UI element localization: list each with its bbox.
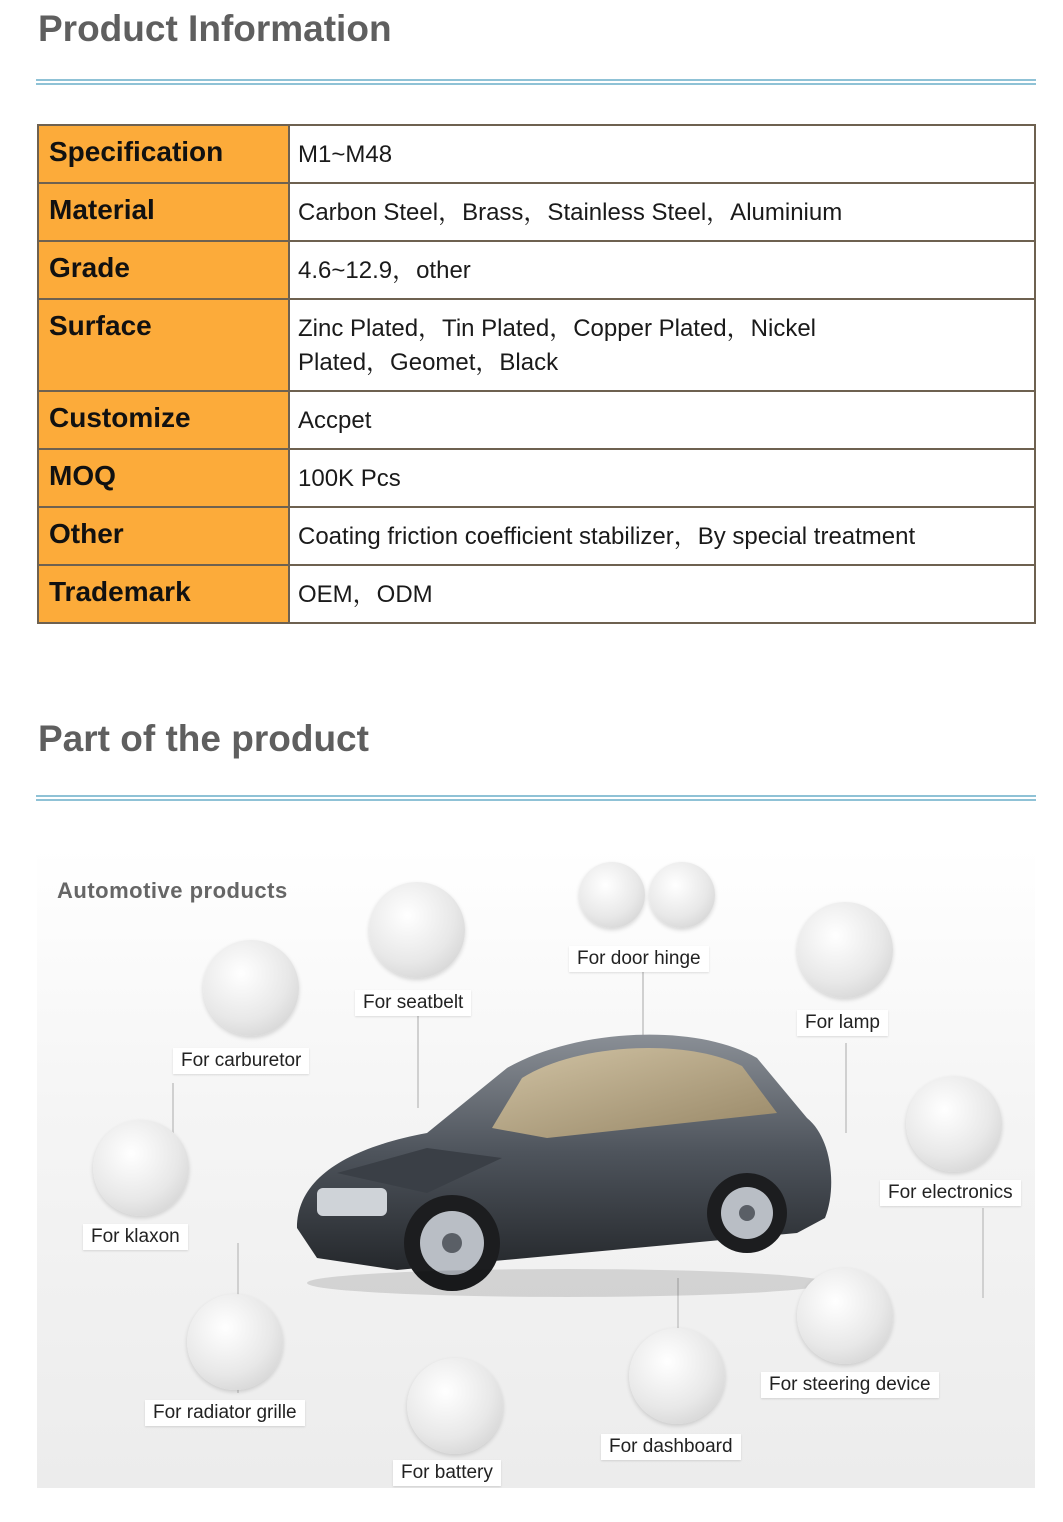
carburetor-icon bbox=[203, 940, 299, 1036]
item-label: For electronics bbox=[880, 1180, 1021, 1206]
battery-icon bbox=[407, 1358, 503, 1454]
table-row bbox=[38, 391, 1035, 449]
electronics-icon bbox=[906, 1076, 1002, 1172]
spec-key: Specification bbox=[38, 125, 289, 183]
item-label: For dashboard bbox=[601, 1434, 741, 1460]
title-divider bbox=[36, 795, 1036, 801]
product-information-title: Product Information bbox=[38, 8, 392, 49]
leader-line bbox=[982, 1208, 984, 1298]
item-label: For door hinge bbox=[569, 946, 709, 972]
item-label: For klaxon bbox=[83, 1224, 188, 1250]
spec-key: Material bbox=[38, 183, 289, 241]
item-label: For lamp bbox=[797, 1010, 888, 1036]
table-row bbox=[38, 507, 1035, 565]
table-row bbox=[38, 449, 1035, 507]
spec-key: Other bbox=[38, 507, 289, 565]
lamp-icon bbox=[797, 902, 893, 998]
spec-key: Surface bbox=[38, 299, 289, 391]
item-label: For carburetor bbox=[173, 1048, 309, 1074]
spec-value: 4.6~12.9，other bbox=[289, 241, 1035, 299]
spec-key: MOQ bbox=[38, 449, 289, 507]
dashboard-icon bbox=[629, 1328, 725, 1424]
item-label: For radiator grille bbox=[145, 1400, 305, 1426]
table-row bbox=[38, 125, 1035, 183]
seatbelt-icon bbox=[369, 882, 465, 978]
part-of-product-title: Part of the product bbox=[38, 718, 369, 759]
spec-value: Coating friction coefficient stabilizer，By special treatment bbox=[289, 507, 1035, 565]
figure-title: Automotive products bbox=[57, 878, 288, 903]
spec-value: Accpet bbox=[289, 391, 1035, 449]
table-row bbox=[38, 565, 1035, 623]
item-label: For seatbelt bbox=[355, 990, 471, 1016]
leader-line bbox=[845, 1043, 847, 1133]
table-row bbox=[38, 241, 1035, 299]
table-row bbox=[38, 183, 1035, 241]
klaxon-icon bbox=[93, 1120, 189, 1216]
steering-device-icon bbox=[797, 1268, 893, 1364]
automotive-products-figure bbox=[37, 848, 1035, 1488]
item-label: For battery bbox=[393, 1460, 501, 1486]
car-illustration bbox=[277, 1008, 837, 1308]
spec-table bbox=[37, 124, 1036, 624]
spec-value: M1~M48 bbox=[289, 125, 1035, 183]
spec-value: Zinc Plated，Tin Plated，Copper Plated，Nickel Plated，Geomet，Black bbox=[289, 299, 1035, 391]
title-divider bbox=[36, 79, 1036, 85]
radiator-grille-icon bbox=[187, 1294, 283, 1390]
door-hinge-icon bbox=[579, 862, 645, 928]
spec-value: 100K Pcs bbox=[289, 449, 1035, 507]
spec-key: Trademark bbox=[38, 565, 289, 623]
spec-value: OEM，ODM bbox=[289, 565, 1035, 623]
spec-value: Carbon Steel，Brass，Stainless Steel，Aluminium bbox=[289, 183, 1035, 241]
item-label: For steering device bbox=[761, 1372, 939, 1398]
spec-key: Grade bbox=[38, 241, 289, 299]
table-row bbox=[38, 299, 1035, 391]
spec-key: Customize bbox=[38, 391, 289, 449]
door-hinge-icon bbox=[649, 862, 715, 928]
